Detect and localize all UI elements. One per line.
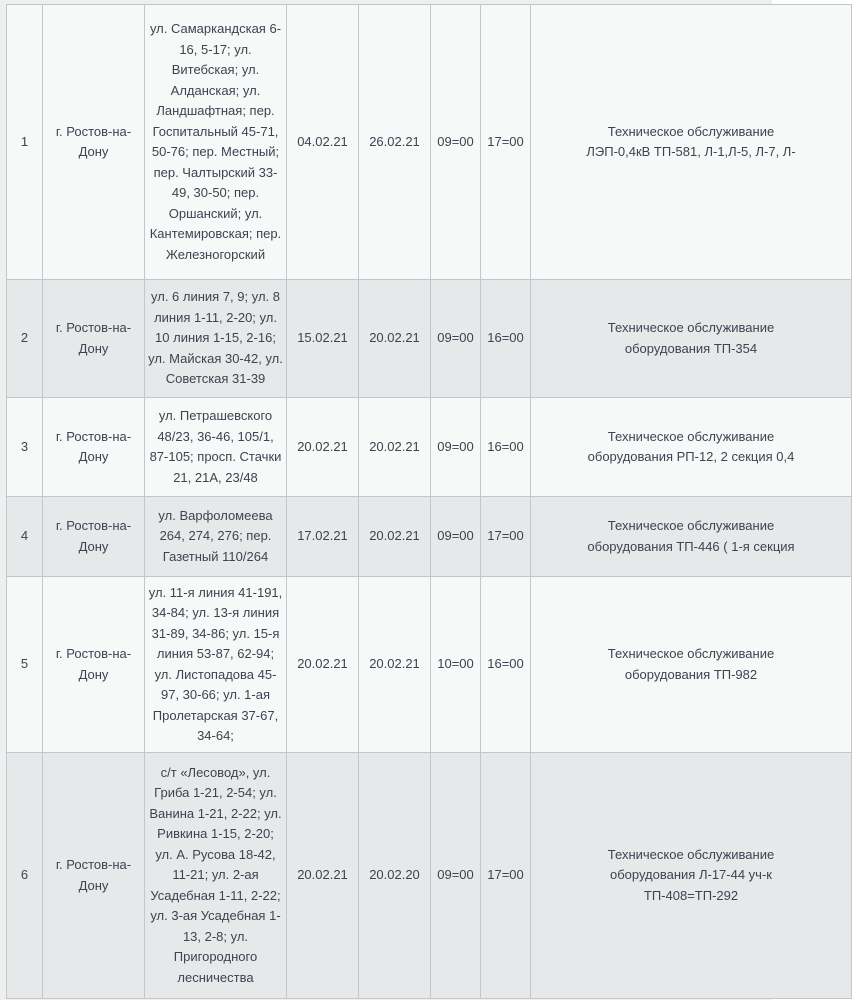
description-text: Техническое обслуживание оборудования ТП-446 ( 1-я секция	[587, 518, 795, 554]
address-cell: ул. Варфоломеева 264, 274, 276; пер. Газетный 110/264	[145, 497, 287, 577]
start-date-cell: 15.02.21	[287, 280, 359, 398]
start-time-cell: 09=00	[431, 497, 481, 577]
city-cell: г. Ростов-на-Дону	[43, 577, 145, 753]
start-date-cell: 17.02.21	[287, 497, 359, 577]
start-time-cell: 10=00	[431, 577, 481, 753]
description-cell	[531, 5, 852, 280]
address-cell: с/т «Лесовод», ул. Гриба 1-21, 2-54; ул. Ванина 1-21, 2-22; ул. Ривкина 1-15, 2-20; ул. А. Русова 18-42, 11-21; ул. 2-ая Усадебная 1-11, 2-22; ул. 3-ая Усадебная 1-13, 2-8; ул. Пригородного лесничества	[145, 753, 287, 999]
table-row	[7, 577, 852, 753]
start-time-cell: 09=00	[431, 280, 481, 398]
end-time-cell: 17=00	[481, 497, 531, 577]
description-cell	[531, 753, 852, 999]
row-number: 5	[7, 577, 43, 753]
end-time-cell: 16=00	[481, 577, 531, 753]
end-time-cell: 16=00	[481, 398, 531, 497]
row-number: 4	[7, 497, 43, 577]
row-number: 3	[7, 398, 43, 497]
description-text: Техническое обслуживание оборудования ТП-982	[607, 646, 775, 682]
start-date-cell: 04.02.21	[287, 5, 359, 280]
description-text: Техническое обслуживание оборудования РП-12, 2 секция 0,4	[587, 428, 795, 464]
table-row	[7, 497, 852, 577]
city-cell: г. Ростов-на-Дону	[43, 497, 145, 577]
description-cell	[531, 497, 852, 577]
end-date-cell: 20.02.20	[359, 753, 431, 999]
start-date-cell: 20.02.21	[287, 753, 359, 999]
end-time-cell: 17=00	[481, 753, 531, 999]
description-text: Техническое обслуживание ЛЭП-0,4кВ ТП-581, Л-1,Л-5, Л-7, Л-	[586, 123, 796, 159]
end-time-cell: 16=00	[481, 280, 531, 398]
start-time-cell: 09=00	[431, 398, 481, 497]
end-date-cell: 20.02.21	[359, 497, 431, 577]
city-cell: г. Ростов-на-Дону	[43, 753, 145, 999]
row-number: 2	[7, 280, 43, 398]
row-number: 1	[7, 5, 43, 280]
address-cell: ул. 6 линия 7, 9; ул. 8 линия 1-11, 2-20; ул. 10 линия 1-15, 2-16; ул. Майская 30-42, ул. Советская 31-39	[145, 280, 287, 398]
table-row	[7, 5, 852, 280]
end-date-cell: 20.02.21	[359, 280, 431, 398]
start-date-cell: 20.02.21	[287, 577, 359, 753]
address-cell: ул. Самаркандская 6-16, 5-17; ул. Витебская; ул. Алданская; ул. Ландшафтная; пер. Госпитальный 45-71, 50-76; пер. Местный; пер. Чалтырский 33-49, 30-50; пер. Оршанский; ул. Кантемировская; пер. Железногорский	[145, 5, 287, 280]
start-time-cell: 09=00	[431, 753, 481, 999]
city-cell: г. Ростов-на-Дону	[43, 280, 145, 398]
table-row	[7, 398, 852, 497]
city-cell: г. Ростов-на-Дону	[43, 398, 145, 497]
table-row	[7, 753, 852, 999]
start-date-cell: 20.02.21	[287, 398, 359, 497]
description-text: Техническое обслуживание оборудования ТП-354	[607, 320, 775, 356]
description-cell	[531, 577, 852, 753]
outage-schedule-table	[6, 4, 852, 999]
address-cell: ул. Петрашевского 48/23, 36-46, 105/1, 87-105; просп. Стачки 21, 21А, 23/48	[145, 398, 287, 497]
end-date-cell: 26.02.21	[359, 5, 431, 280]
table-row	[7, 280, 852, 398]
address-cell: ул. 11-я линия 41-191, 34-84; ул. 13-я линия 31-89, 34-86; ул. 15-я линия 53-87, 62-94; ул. Листопадова 45-97, 30-66; ул. 1-ая Пролетарская 37-67, 34-64;	[145, 577, 287, 753]
city-cell: г. Ростов-на-Дону	[43, 5, 145, 280]
row-number: 6	[7, 753, 43, 999]
description-text: Техническое обслуживание оборудования Л-17-44 уч-к ТП-408=ТП-292	[607, 846, 775, 903]
description-cell	[531, 280, 852, 398]
description-cell	[531, 398, 852, 497]
end-date-cell: 20.02.21	[359, 577, 431, 753]
end-date-cell: 20.02.21	[359, 398, 431, 497]
start-time-cell: 09=00	[431, 5, 481, 280]
end-time-cell: 17=00	[481, 5, 531, 280]
